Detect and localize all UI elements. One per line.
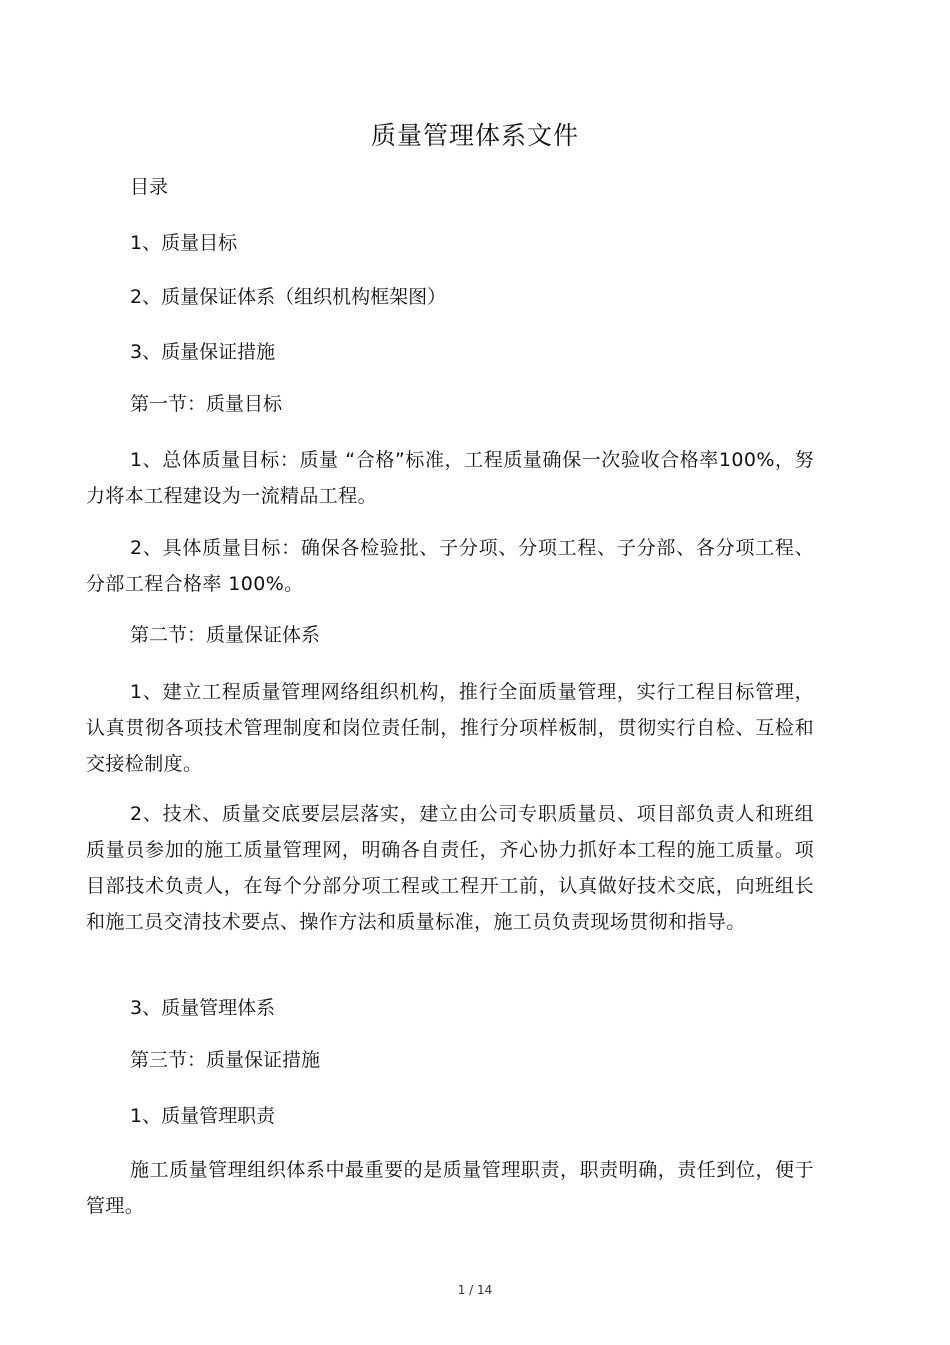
- section1-heading: 第一节：质量目标: [130, 393, 283, 415]
- toc-item-3: 3、质量保证措施: [130, 341, 276, 363]
- section2-heading: 第二节：质量保证体系: [130, 624, 321, 646]
- section1-paragraph-2: 2、具体质量目标：确保各检验批、子分项、分项工程、子分部、各分项工程、分部工程合格率 100%。: [86, 537, 814, 595]
- section3-paragraph: 施工质量管理组织体系中最重要的是质量管理职责，职责明确，责任到位，便于管理。: [86, 1159, 814, 1217]
- section3-heading: 第三节：质量保证措施: [130, 1049, 321, 1071]
- section3-item-1: 1、质量管理职责: [130, 1105, 276, 1127]
- section1-paragraph-1: 1、总体质量目标：质量 “合格”标准，工程质量确保一次验收合格率100%，努力将本工程建设为一流精品工程。: [86, 449, 814, 507]
- toc-item-2: 2、质量保证体系（组织机构框架图）: [130, 286, 447, 308]
- document-title: 质量管理体系文件: [370, 121, 579, 150]
- toc-heading: 目录: [130, 176, 169, 198]
- section2-paragraph-1: 1、建立工程质量管理网络组织机构，推行全面质量管理，实行工程目标管理，认真贯彻各项技术管理制度和岗位责任制，推行分项样板制，贯彻实行自检、互检和交接检制度。: [86, 681, 814, 775]
- page-indicator: 1 / 14: [457, 1283, 493, 1297]
- toc-item-1: 1、质量目标: [130, 232, 238, 254]
- section2-paragraph-2: 2、技术、质量交底要层层落实，建立由公司专职质量员、项目部负责人和班组质量员参加的施工质量管理网，明确各自责任，齐心协力抓好本工程的施工质量。项目部技术负责人，在每个分部分项工程或工程开工前，认真做好技术交底，向班组长和施工员交清技术要点、操作方法和质量标准，施工员负责现场贯彻和指导。: [86, 803, 814, 933]
- section2-item-3: 3、质量管理体系: [130, 997, 276, 1019]
